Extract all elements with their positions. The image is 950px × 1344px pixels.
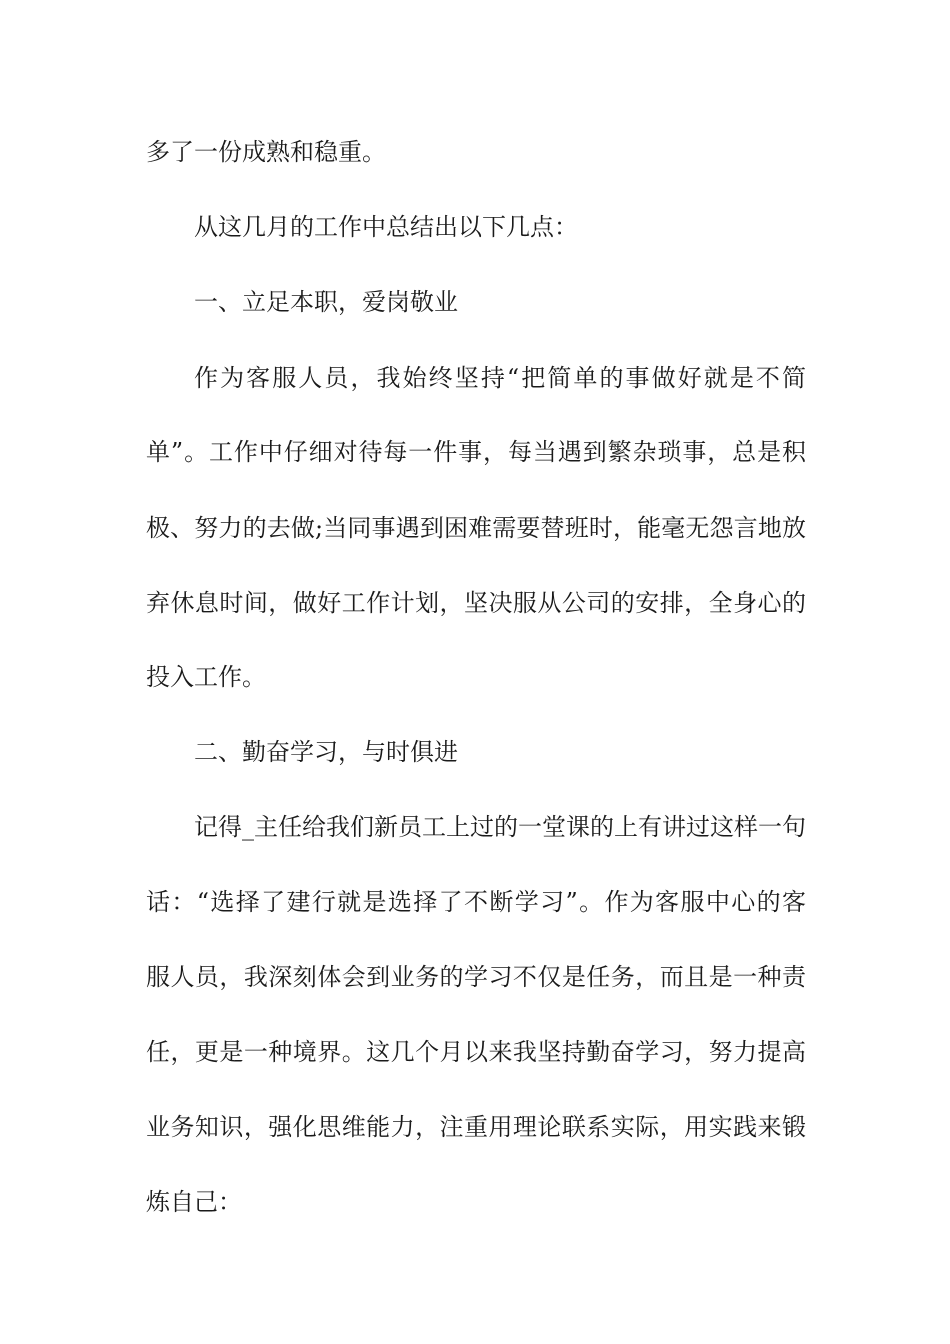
paragraph-line: 极、努力的去做;当同事遇到困难需要替班时，能毫无怨言地放 [146,514,806,542]
paragraph-line: 记得_主任给我们新员工上过的一堂课的上有讲过这样一句 [194,813,806,841]
paragraph-line: 弃休息时间，做好工作计划，坚决服从公司的安排，全身心的 [146,589,806,617]
paragraph-line: 话：“选择了建行就是选择了不断学习”。作为客服中心的客 [146,888,806,916]
paragraph-line: 业务知识，强化思维能力，注重用理论联系实际，用实践来锻 [146,1113,806,1141]
paragraph-line: 服人员，我深刻体会到业务的学习不仅是任务，而且是一种责 [146,963,806,991]
paragraph-line: 投入工作。 [146,663,266,691]
paragraph-line: 多了一份成熟和稳重。 [146,138,386,166]
paragraph-line: 作为客服人员，我始终坚持“把简单的事做好就是不简 [194,364,806,392]
paragraph-line: 单”。工作中仔细对待每一件事，每当遇到繁杂琐事，总是积 [146,438,806,466]
paragraph-line: 从这几月的工作中总结出以下几点： [194,213,578,241]
paragraph-line: 炼自己： [146,1188,242,1216]
section-heading: 二、勤奋学习，与时俱进 [194,738,458,766]
section-heading: 一、立足本职，爱岗敬业 [194,288,458,316]
paragraph-line: 任，更是一种境界。这几个月以来我坚持勤奋学习，努力提高 [146,1038,806,1066]
